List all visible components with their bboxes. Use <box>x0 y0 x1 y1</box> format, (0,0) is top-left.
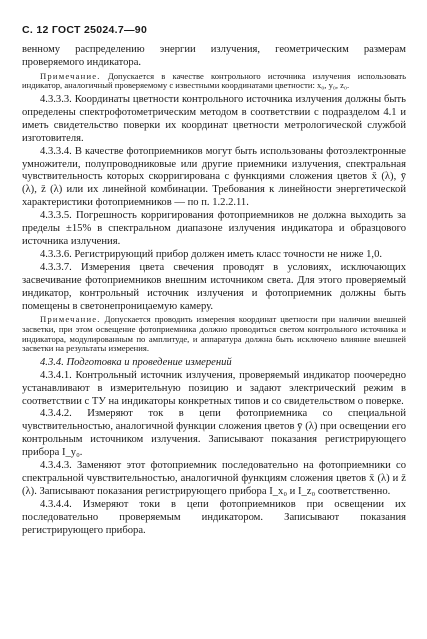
paragraph-4-3-4-3: 4.3.4.3. Заменяют этот фотоприемник последовательно на фотоприемники со спектральной чувствительностью, аналогичной функциям сложения цветов x̄ (λ) и z̄ (λ). Записывают показания регистрирующего прибора I_x₀ и I_z₀ соответственно. <box>22 460 406 497</box>
note-label: Примечание. <box>40 70 101 81</box>
note-text: Допускается проводить измерения координат цветности при наличии внешней засветки, при этом освещение фотоприемника должно проводиться светом контрольного источника и индикатора, модулированным по амплитуде, и аппаратура должна быть исключено влияние внешней засветки на результаты измерения. <box>22 314 406 354</box>
page-header: С. 12 ГОСТ 25024.7—90 <box>22 24 148 36</box>
section-heading-4-3-4: 4.3.4. Подготовка и проведение измерений <box>40 356 232 368</box>
paragraph-4-3-3-5: 4.3.3.5. Погрешность корригирования фотоприемников не должна выходить за пределы ±15% в спектральном диапазоне излучения индикатора и образцового источника излучения. <box>22 210 406 247</box>
paragraph-4-3-4-1: 4.3.4.1. Контрольный источник излучения, проверяемый индикатор поочередно устанавливают в измерительную позицию и задают электрический режим в соответствии с ТУ на индикаторы конкретных типов и со свидетельством о поверке. <box>22 369 406 407</box>
paragraph-4-3-3-6: 4.3.3.6. Регистрирующий прибор должен иметь класс точности не ниже 1,0. <box>40 248 383 260</box>
paragraph-4-3-4-2: 4.3.4.2. Измеряют ток в цепи фотоприемника со специальной чувствительностью, аналогичной функции сложения цветов ȳ (λ) при освещении его контрольным источником излучения. Записывают показания регистрирующего прибора I_y₀. <box>22 408 406 459</box>
document-body <box>22 44 406 537</box>
note-2 <box>22 315 406 353</box>
paragraph-4-3-3-4: 4.3.3.4. В качестве фотоприемников могут быть использованы фотоэлектронные умножители, полупроводниковые или другие приемники излучения, спектральная чувствительность которых скорригирована с функциями сложения цветов x̄ (λ), ȳ (λ), z̄ (λ) или их линейной комбинации. Требования к линейности энергетической характеристики фотоприемников — по п. 1.2.2.11. <box>22 145 406 209</box>
paragraph-continuation: венному распределению энергии излучения, геометрическим размерам проверяемого индикатора. <box>22 44 406 68</box>
paragraph-4-3-3-7: 4.3.3.7. Измерения цвета свечения проводят в условиях, исключающих засвечивание фотоприемников внешним источником света. Для этого проверяемый индикатор, контрольный источник излучения и фотоприемник должны быть помещены в светонепроницаемую камеру. <box>22 261 406 312</box>
note-1 <box>22 72 406 91</box>
note-label: Примечание. <box>40 314 101 325</box>
note-text: Допускается в качестве контрольного источника излучения использовать индикатор, аналогичный проверяемому с известными координатами цветности: x₀, y₀, z₀. <box>22 70 406 91</box>
paragraph-4-3-3-3: 4.3.3.3. Координаты цветности контрольного источника излучения должны быть определены спектрофотометрическим методом в соответствии с подразделом 4.1 и иметь свидетельство поверки их координат цветности метрологической службой изготовителя. <box>22 94 406 144</box>
paragraph-4-3-4-4: 4.3.4.4. Измеряют токи в цепи фотоприемников при освещении их последовательно проверяемым индикатором. Записывают показания регистрирующего прибора. <box>22 498 406 536</box>
